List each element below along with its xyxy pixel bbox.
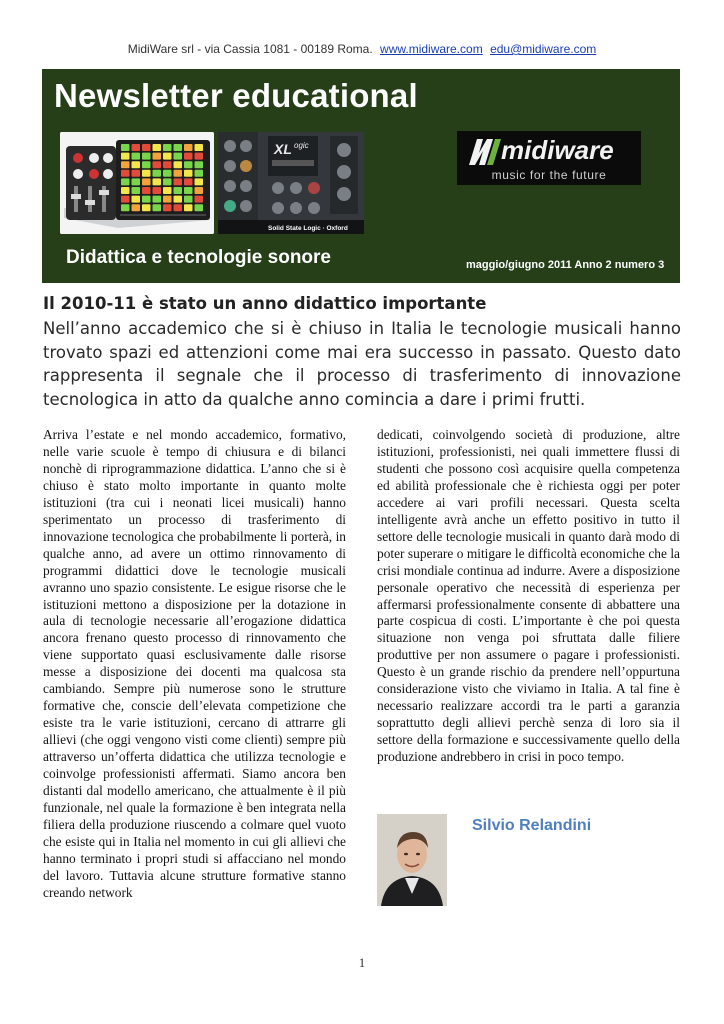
logo-wordmark: midiware xyxy=(501,135,614,165)
logo-tagline: music for the future xyxy=(491,168,607,182)
svg-text:XL: XL xyxy=(274,141,292,157)
product-image-label: Solid State Logic · Oxford xyxy=(268,225,348,232)
author-name: Silvio Relandini xyxy=(472,817,592,834)
mixer-channel-image xyxy=(218,132,364,234)
midiware-mark-icon xyxy=(465,135,505,169)
pad-controller-image xyxy=(60,132,214,234)
newsletter-title: Newsletter educational xyxy=(54,77,418,114)
page-number: 1 xyxy=(358,955,366,970)
article-headline: Il 2010-11 è stato un anno didattico importante xyxy=(43,294,487,313)
company-address: MidiWare srl - via Cassia 1081 - 00189 Roma. xyxy=(127,42,373,56)
author-photo xyxy=(377,814,447,906)
company-info-line xyxy=(0,42,724,56)
article-lead: Nell’anno accademico che si è chiuso in Italia le tecnologie musicali hanno trovato spazi ed attenzioni come mai era successo in passato. Questo dato rappresenta il segnale che il processo di trasferimento di innovazione tecnologica in atto da qualche anno comincia a dare i primi frutti. xyxy=(43,319,681,409)
website-link[interactable]: www.midiware.com xyxy=(380,42,483,56)
midiware-logo xyxy=(457,131,641,185)
email-link[interactable]: edu@midiware.com xyxy=(490,42,597,56)
article-column-right: dedicati, coinvolgendo società di produzione, altre istituzioni, professionisti, nei quali immettere flussi di studenti che possono così acquisire quella competenza ed abilità professionale che è richiesta oggi per poter accedere ai vari profili necessari. Questa scelta intelligente avrà anche un effetto positivo in tutto il settore delle tecnologie musicali in quanto darà modo di poter superare o mitigare le difficoltà economiche che la crisi mondiale continua ad indurre. Avere a disposizione personale operativo che necessità di esperienza per affermarsi professionalmente consente di abbattere una parte cospicua di costi. L’importante è che poi questa situazione non venga poi sfruttata dalle filiere produttive per non assumere o pagare i professionisti. Questo è un grande rischio da prendere nell’oppurtuna considerazione visto che viviamo in Italia. A tal fine è necessario realizzare accordi tra le parti a garanzia soprattutto degli allievi perchè senza di loro sia il settore della formazione e successivamente quello della produzione andrebbero in crisi in poco tempo. xyxy=(377,427,680,765)
issue-info: maggio/giugno 2011 Anno 2 numero 3 xyxy=(466,259,665,271)
article-column-left: Arriva l’estate e nel mondo accademico, formativo, nelle varie scuole è tempo di chiusura e di bilanci nonchè di riprogrammazione didattica. L’anno che si è chiuso è stato molto importante in quanto molte istituzioni (tra cui i neonati licei musicali) hanno sperimentato un processo di trasferimento di innovazione tecnologica che probabilmente li porterà, in qualche anno, ad avere un ottimo rinnovamento di programmi didattici dove le tecnologie musicali avranno uno spazio consistente. Le esigue risorse che le istituzioni mettono a disposizione per la dotazione in aula di tecnologie necessarie all’erogazione didattica ancora frenano questo processo di rinnovamento che viene supportato quasi esclusivamente dalle risorse messe a disposizione dei docenti ma qualcosa sta cambiando. Sempre più numerose sono le strutture formative che, conscie dell’elevata competizione che esiste tra le varie istituzioni, cercano di attrarre gli allievi (che oggi vengono visti come clienti) sempre più attraverso un’offerta didattica che utilizza tecnologie e coinvolge professionisti affermati. Siamo ancora ben distanti dal modello americano, che attualmente è il più funzionale, nel quale la formazione è ben integrata nella filiera della produzione riuscendo a colmare quel vuoto che esiste qui in Italia nel momento in cui gli allievi che hanno terminato i propri studi si affacciano nel mondo del lavoro. Tuttavia alcune strutture formative stanno creando network xyxy=(43,427,346,900)
newsletter-banner xyxy=(42,69,680,283)
svg-text:ogic: ogic xyxy=(294,141,309,150)
newsletter-subtitle: Didattica e tecnologie sonore xyxy=(66,247,331,268)
